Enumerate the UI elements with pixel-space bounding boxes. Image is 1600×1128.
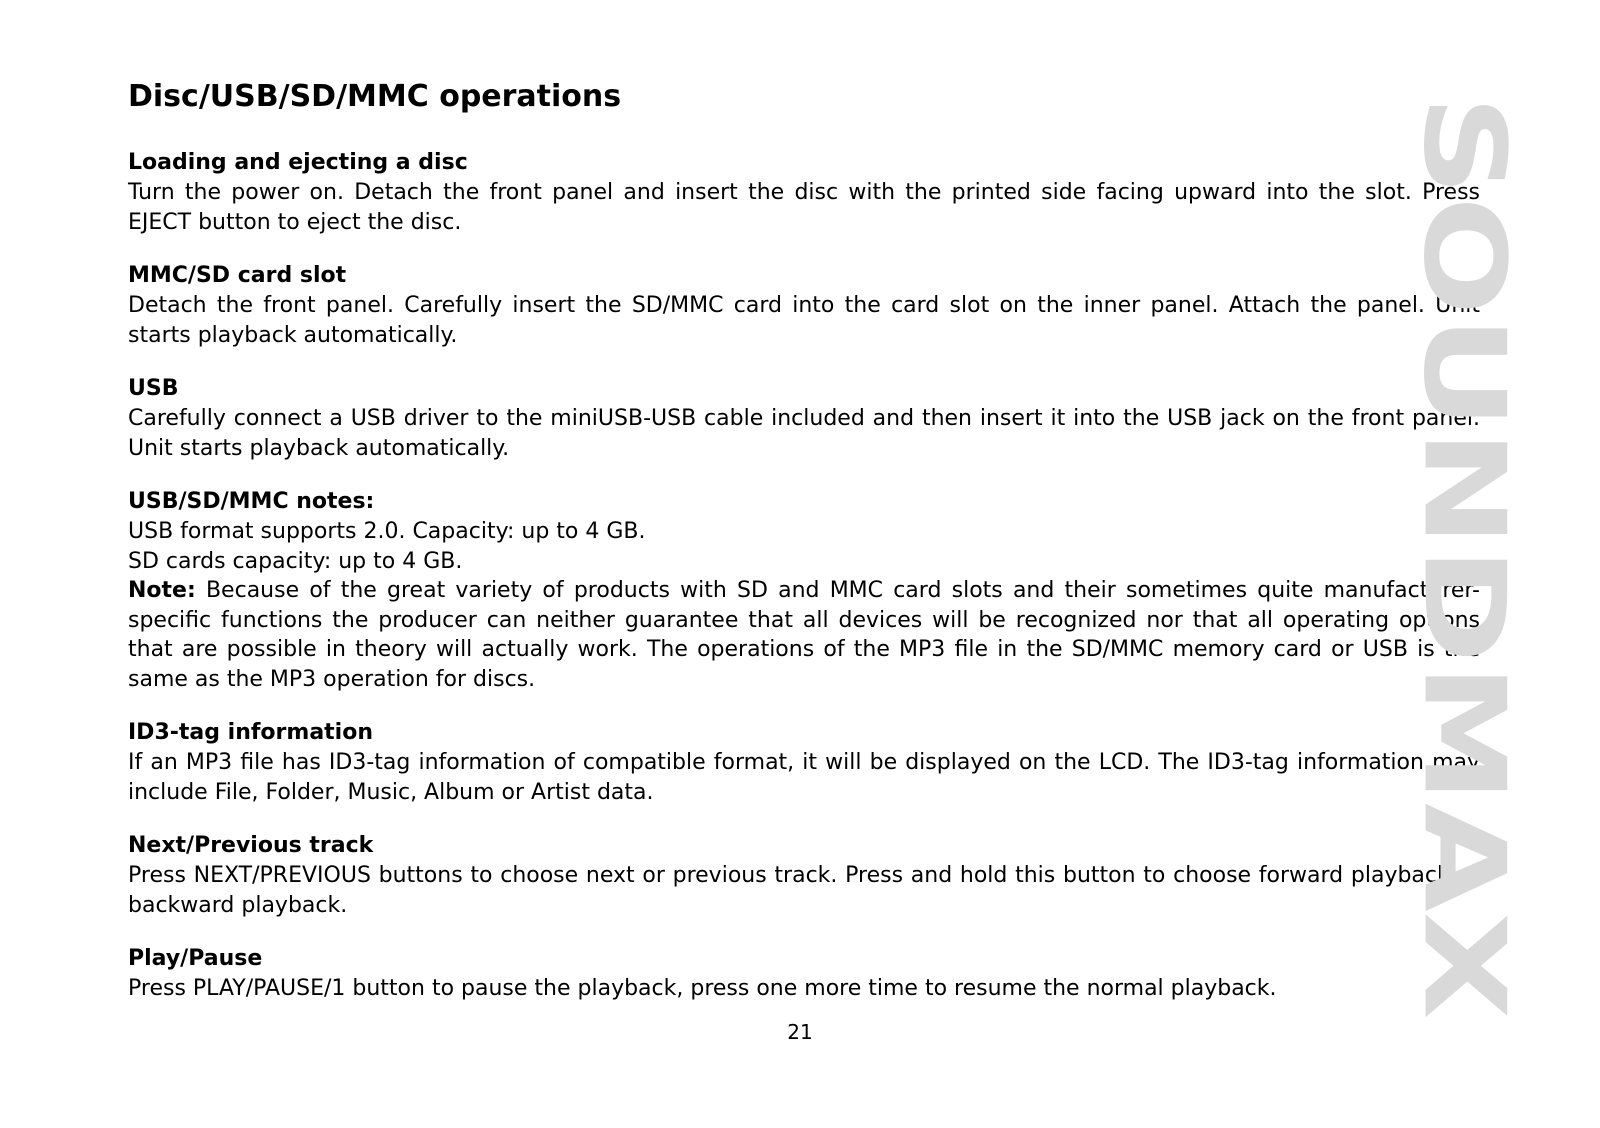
section-text: Press PLAY/PAUSE/1 button to pause the playback, press one more time to resume the normal playback.	[128, 976, 1277, 1001]
section-text: Carefully connect a USB driver to the miniUSB-USB cable included and then insert it into the USB jack on the front panel. Unit starts playback automatically.	[128, 406, 1480, 461]
section-heading: Play/Pause	[128, 946, 263, 971]
section-usb	[128, 374, 1480, 463]
section-loading	[128, 148, 1480, 237]
section-text: If an MP3 file has ID3-tag information of compatible format, it will be displayed on the LCD. The ID3-tag information may include File, Folder, Music, Album or Artist data.	[128, 750, 1480, 805]
page-content	[128, 72, 1480, 1028]
section-next-previous	[128, 831, 1480, 920]
section-heading: Next/Previous track	[128, 833, 374, 858]
section-heading: MMC/SD card slot	[128, 263, 347, 288]
section-heading: USB	[128, 376, 179, 401]
section-play-pause	[128, 944, 1480, 1004]
brand-logo-svg	[1398, 95, 1585, 1020]
section-notes	[128, 487, 1480, 694]
brand-logo-text: SOUNDMAX	[1398, 95, 1529, 834]
page-number: 21	[787, 1020, 813, 1044]
section-heading: ID3-tag information	[128, 720, 373, 745]
section-text: Turn the power on. Detach the front panel and insert the disc with the printed side facing upward into the slot. Press EJECT button to eject the disc.	[128, 180, 1480, 235]
note-label: Note:	[128, 578, 196, 603]
section-id3	[128, 718, 1480, 807]
note-paragraph	[128, 576, 1480, 694]
page-title: Disc/USB/SD/MMC operations	[128, 79, 622, 114]
brand-logo	[1398, 95, 1585, 1020]
section-heading: Loading and ejecting a disc	[128, 150, 468, 175]
notes-line-2: SD cards capacity: up to 4 GB.	[128, 548, 463, 574]
section-heading: USB/SD/MMC notes:	[128, 489, 375, 514]
section-text: Detach the front panel. Carefully insert the SD/MMC card into the card slot on the inner panel. Attach the panel. Unit starts playback automatically.	[128, 293, 1480, 348]
note-text: Because of the great variety of products with SD and MMC card slots and their sometimes quite manufacturer-specific functions the producer can neither guarantee that all devices will be recognized nor that all operating options that are possible in theory will actually work. The operations of the MP3 file in the SD/MMC memory card or USB is the same as the MP3 operation for discs.	[128, 578, 1480, 692]
notes-line-1: USB format supports 2.0. Capacity: up to 4 GB.	[128, 519, 646, 544]
section-mmc-sd	[128, 261, 1480, 350]
section-text: Press NEXT/PREVIOUS buttons to choose next or previous track. Press and hold this button to choose forward playback or backward playback.	[128, 863, 1480, 918]
